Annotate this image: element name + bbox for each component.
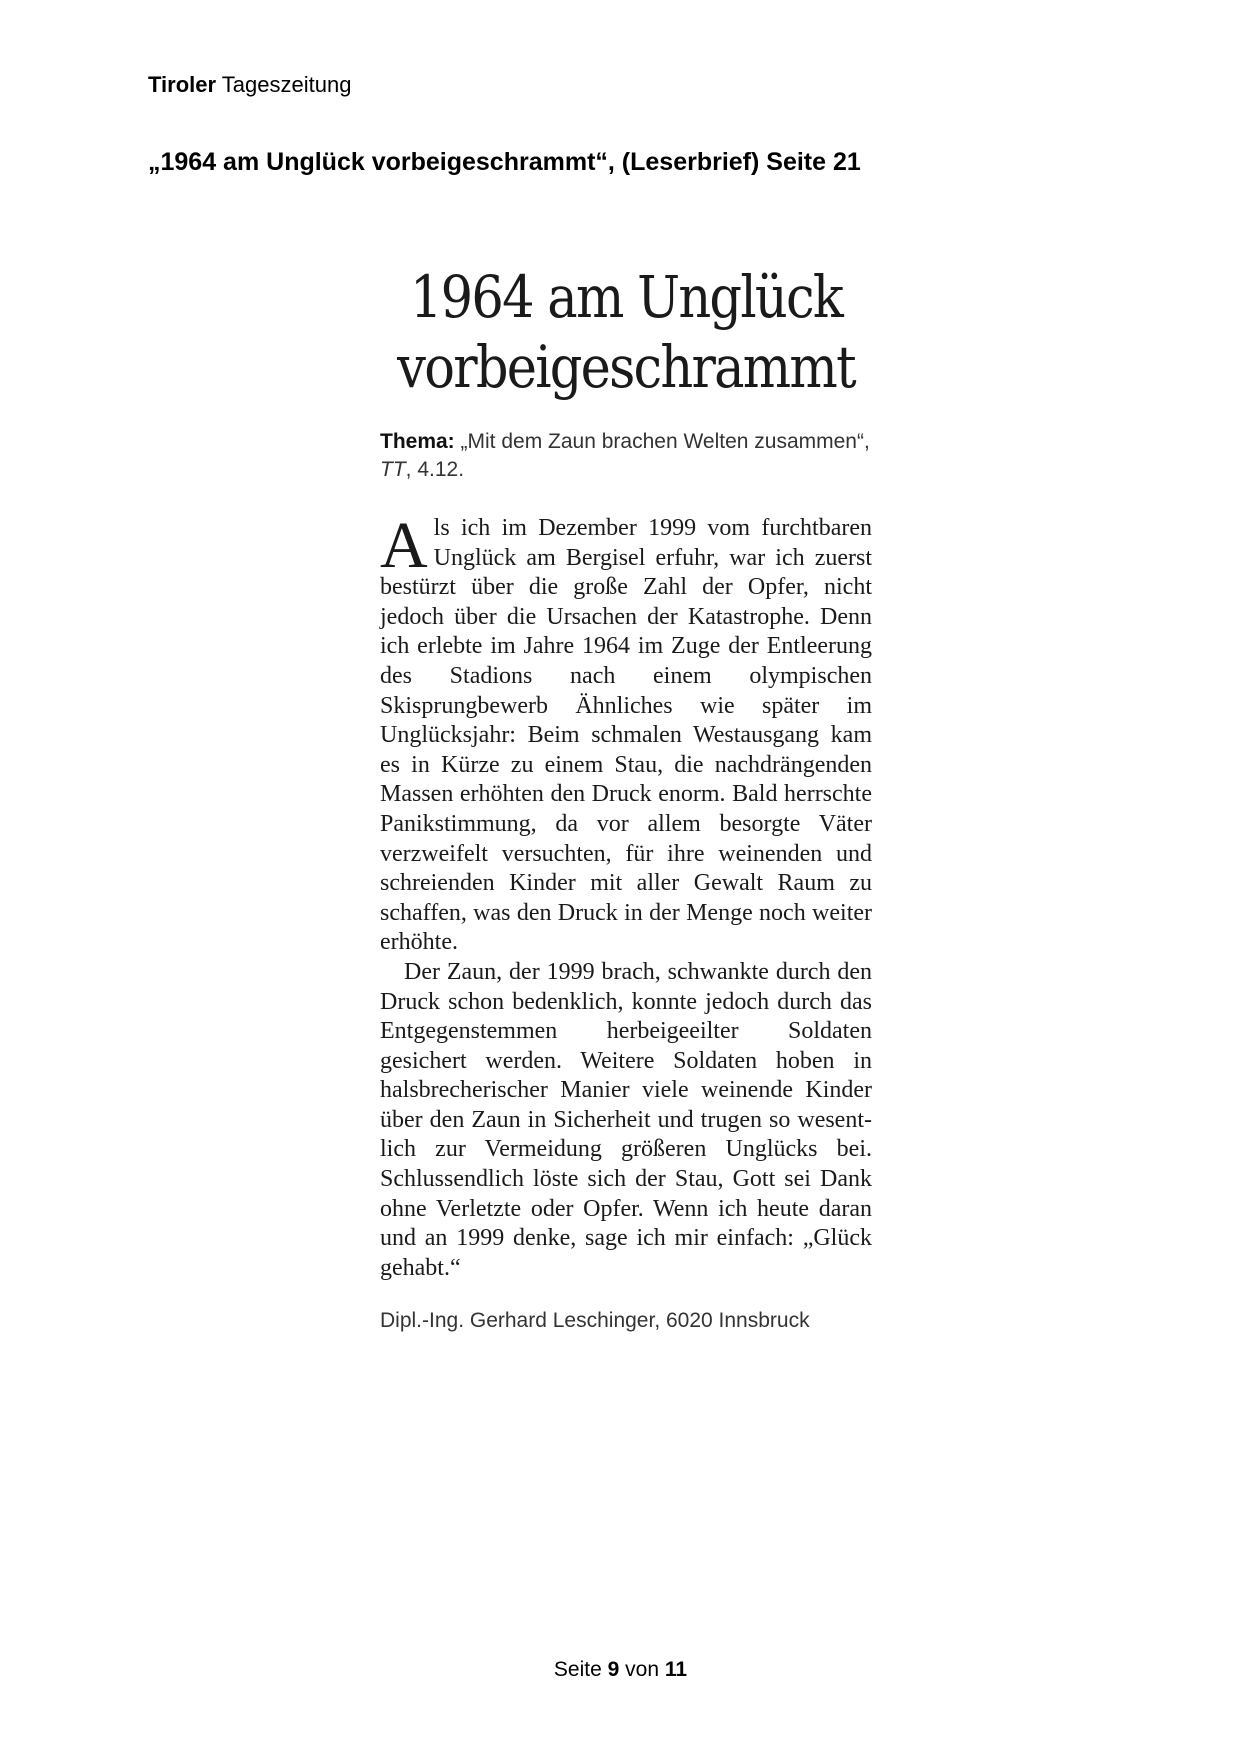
article-topic — [380, 428, 872, 484]
total-page-count: 11 — [664, 1658, 688, 1681]
document-header — [148, 72, 351, 98]
page-footer — [0, 1658, 1241, 1682]
article-headline — [380, 262, 873, 402]
topic-label: Thema: — [380, 430, 455, 453]
paragraph-1 — [380, 509, 872, 958]
current-page-number: 9 — [607, 1658, 620, 1681]
footer-prefix: Seite — [553, 1658, 602, 1681]
footer-separator: von — [625, 1658, 660, 1681]
newspaper-clipping — [380, 262, 872, 1333]
topic-text: „Mit dem Zaun brachen Welten zusammen“, — [460, 430, 870, 453]
document-subtitle: „1964 am Unglück vorbeigeschrammt“, (Leserbrief) Seite 21 — [148, 148, 861, 176]
publication-name-bold: Tiroler — [148, 72, 217, 97]
headline-line-1: 1964 am Unglück — [409, 263, 843, 331]
paragraph-2: Der Zaun, der 1999 brach, schwankte durch den Druck schon bedenklich, konnte jedoch durch das Entgegenstemmen herbeigeeilter Soldaten gesichert werden. Weitere Soldaten hoben in halsbrecherischer Manier viele weinende Kinder über den Zaun in Sicherheit und trugen so wesentlich zur Vermeidung größeren Unglücks bei. Schlussendlich löste sich der Stau, Gott sei Dank ohne Verletzte oder Opfer. Wenn ich heute daran und an 1999 denke, sage ich mir einfach: „Glück gehabt.“ — [380, 958, 872, 1281]
topic-source: TT — [380, 458, 406, 481]
headline-line-2: vorbeigeschrammt — [397, 333, 855, 401]
publication-name-rest: Tageszeitung — [221, 72, 352, 97]
drop-cap: A — [380, 509, 428, 582]
paragraph-1-text: ls ich im Dezember 1999 vom furchtbaren Unglück am Bergisel erfuhr, war ich zuerst bestürzt über die große Zahl der Opfer, nicht jedoch über die Ursachen der Katastrophe. Denn ich erlebte im Jahre 1964 im Zuge der Entleerung des Stadions nach einem olympischen Skisprungbewerb Ähnliches wie später im Unglücksjahr: Beim schmalen Westausgang kam es in Kürze zu einem Stau, die nachdrängenden Massen erhöhten den Druck enorm. Bald herrschte Panikstimmung, da vor allem besorgte Väter verzweifelt versuchten, für ihre weinenden und schreienden Kinder mit aller Gewalt Raum zu schaffen, was den Druck in der Menge noch weiter erhöhte. — [380, 515, 872, 956]
article-body — [380, 509, 872, 1283]
letter-signature: Dipl.-Ing. Gerhard Leschinger, 6020 Innsbruck — [380, 1309, 810, 1333]
topic-date: , 4.12. — [405, 458, 465, 481]
